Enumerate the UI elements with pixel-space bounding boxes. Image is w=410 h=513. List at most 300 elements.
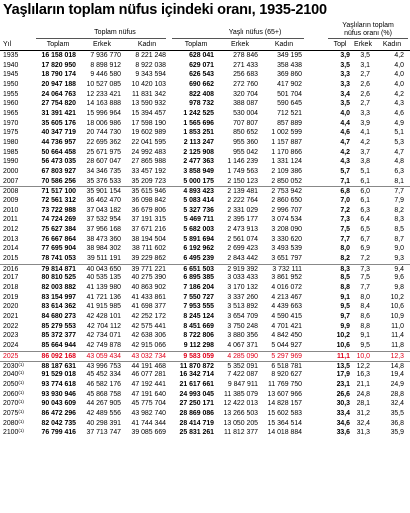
table-row bbox=[0, 90, 410, 100]
ratio-female-cell: 4,2 bbox=[394, 90, 404, 98]
col-header-male: Erkek bbox=[93, 41, 111, 48]
ratio-female-cell: 32,4 bbox=[390, 400, 404, 408]
year-text: 2010 bbox=[3, 206, 19, 214]
elderly-male-cell: 11 385 079 bbox=[224, 390, 258, 398]
year-cell bbox=[3, 399, 33, 409]
total-population-cell: 79 814 871 bbox=[41, 265, 76, 273]
year-text: 2075 bbox=[3, 409, 19, 417]
elderly-male-cell: 5 352 091 bbox=[227, 362, 258, 370]
elderly-total-cell: 1 565 696 bbox=[183, 119, 214, 127]
year-text: 1945 bbox=[3, 71, 19, 79]
projection-footnote-mark: (1) bbox=[18, 399, 24, 405]
female-population-cell: 36 098 842 bbox=[131, 197, 166, 205]
elderly-female-cell: 11 769 750 bbox=[268, 380, 302, 388]
ratio-male-cell: 10,0 bbox=[356, 352, 370, 360]
ratio-female-cell: 4,3 bbox=[394, 100, 404, 108]
year-cell bbox=[3, 177, 33, 187]
total-population-cell: 67 803 927 bbox=[41, 168, 76, 176]
table-row bbox=[0, 428, 410, 438]
ratio-male-cell: 6,1 bbox=[360, 197, 370, 205]
total-population-cell: 74 724 269 bbox=[41, 216, 76, 224]
female-population-cell: 17 598 190 bbox=[131, 119, 166, 127]
elderly-total-cell: 9 112 298 bbox=[183, 342, 214, 350]
year-text: 2015 bbox=[3, 255, 19, 263]
elderly-male-cell: 256 683 bbox=[233, 71, 258, 79]
elderly-female-cell: 2 860 650 bbox=[271, 197, 302, 205]
ratio-female-cell: 9,0 bbox=[394, 245, 404, 253]
year-cell bbox=[3, 148, 33, 158]
year-text: 1955 bbox=[3, 90, 19, 98]
table-row bbox=[0, 312, 410, 322]
table-row bbox=[0, 225, 410, 235]
elderly-total-cell: 6 895 385 bbox=[183, 274, 214, 282]
table-row bbox=[0, 390, 410, 400]
elderly-male-cell: 271 433 bbox=[233, 61, 258, 69]
table-row bbox=[0, 128, 410, 138]
table-row bbox=[0, 186, 410, 196]
header-divider-total bbox=[36, 38, 166, 39]
table-row bbox=[0, 322, 410, 332]
elderly-female-cell: 358 438 bbox=[277, 61, 302, 69]
year-cell bbox=[3, 70, 33, 80]
female-population-cell: 10 420 103 bbox=[131, 81, 166, 89]
elderly-total-cell: 7 953 555 bbox=[183, 303, 214, 311]
female-population-cell: 19 602 989 bbox=[131, 129, 166, 137]
elderly-male-cell: 11 812 377 bbox=[224, 429, 258, 437]
table-row bbox=[0, 264, 410, 274]
ratio-total-cell: 9,5 bbox=[340, 303, 350, 311]
page-title: Yaşlıların toplam nüfus içindeki oranı, 1935-2100 bbox=[3, 2, 327, 18]
elderly-total-cell: 3 858 949 bbox=[183, 168, 214, 176]
total-population-cell: 90 043 609 bbox=[41, 400, 76, 408]
ratio-female-cell: 12,3 bbox=[390, 352, 404, 360]
ratio-male-cell: 3,3 bbox=[360, 110, 370, 118]
elderly-male-cell: 3 033 433 bbox=[227, 274, 258, 282]
year-cell bbox=[3, 390, 33, 400]
male-population-cell: 34 346 735 bbox=[86, 168, 121, 176]
male-population-cell: 35 376 533 bbox=[86, 177, 121, 185]
year-text: 2070 bbox=[3, 400, 19, 408]
ratio-female-cell: 35,5 bbox=[390, 409, 404, 417]
total-population-cell: 40 347 719 bbox=[41, 129, 76, 137]
elderly-female-cell: 857 889 bbox=[277, 119, 302, 127]
elderly-female-cell: 5 044 927 bbox=[271, 342, 302, 350]
table-row bbox=[0, 206, 410, 216]
year-text: 1965 bbox=[3, 110, 19, 118]
elderly-total-cell: 690 662 bbox=[189, 81, 214, 89]
year-text: 1950 bbox=[3, 81, 19, 89]
projection-footnote-mark: (1) bbox=[18, 370, 24, 376]
elderly-female-cell: 712 521 bbox=[277, 110, 302, 118]
elderly-total-cell: 28 414 719 bbox=[179, 419, 214, 427]
female-population-cell: 41 433 861 bbox=[131, 293, 166, 301]
female-population-cell: 35 209 723 bbox=[131, 177, 166, 185]
total-population-cell: 86 092 168 bbox=[41, 352, 76, 360]
table-row bbox=[0, 380, 410, 390]
ratio-male-cell: 7,3 bbox=[360, 265, 370, 273]
group-header-elderly-population: Yaşlı nüfus (65+) bbox=[228, 29, 282, 36]
elderly-female-cell: 3 208 090 bbox=[271, 226, 302, 234]
total-population-cell: 20 947 188 bbox=[41, 81, 76, 89]
ratio-male-cell: 9,5 bbox=[360, 342, 370, 350]
table-row bbox=[0, 80, 410, 90]
year-text: 2014 bbox=[3, 245, 19, 253]
male-population-cell: 40 298 391 bbox=[86, 419, 121, 427]
year-cell bbox=[3, 370, 33, 380]
elderly-total-cell: 8 451 669 bbox=[183, 322, 214, 330]
elderly-male-cell: 320 704 bbox=[233, 90, 258, 98]
male-population-cell: 43 996 753 bbox=[86, 362, 121, 370]
ratio-male-cell: 3,7 bbox=[360, 148, 370, 156]
female-population-cell: 39 085 669 bbox=[131, 429, 166, 437]
table-row bbox=[0, 419, 410, 429]
ratio-female-cell: 4,6 bbox=[394, 110, 404, 118]
ratio-male-cell: 32,4 bbox=[356, 419, 370, 427]
table-row bbox=[0, 293, 410, 303]
ratio-female-cell: 9,8 bbox=[394, 284, 404, 292]
elderly-female-cell: 2 109 386 bbox=[271, 168, 302, 176]
elderly-total-cell: 2 113 247 bbox=[183, 139, 214, 147]
year-cell bbox=[3, 244, 33, 254]
ratio-female-cell: 8,5 bbox=[394, 226, 404, 234]
female-population-cell: 42 252 172 bbox=[131, 313, 166, 321]
elderly-male-cell: 3 513 892 bbox=[227, 303, 258, 311]
ratio-male-cell: 2,6 bbox=[360, 81, 370, 89]
ratio-female-cell: 9,4 bbox=[394, 265, 404, 273]
male-population-cell: 45 452 334 bbox=[86, 371, 121, 379]
elderly-male-cell: 3 170 132 bbox=[227, 284, 258, 292]
total-population-cell: 17 820 950 bbox=[41, 61, 76, 69]
header-divider-ratio bbox=[328, 38, 408, 39]
ratio-total-cell: 6,8 bbox=[340, 188, 350, 196]
elderly-male-cell: 3 654 709 bbox=[227, 313, 258, 321]
year-cell bbox=[3, 273, 33, 283]
ratio-female-cell: 8,1 bbox=[394, 177, 404, 185]
year-text: 1990 bbox=[3, 158, 19, 166]
ratio-female-cell: 7,9 bbox=[394, 197, 404, 205]
elderly-female-cell: 3 861 952 bbox=[271, 274, 302, 282]
col-header-ratio-total: Topl bbox=[333, 41, 347, 48]
ratio-female-cell: 4,7 bbox=[394, 148, 404, 156]
ratio-male-cell: 21,1 bbox=[356, 380, 370, 388]
ratio-total-cell: 4,3 bbox=[340, 158, 350, 166]
col-header-year: Yıl bbox=[3, 41, 12, 48]
year-cell bbox=[3, 80, 33, 90]
elderly-total-cell: 6 192 962 bbox=[183, 245, 214, 253]
year-cell bbox=[3, 254, 33, 264]
ratio-male-cell: 4,1 bbox=[360, 129, 370, 137]
ratio-male-cell: 12,2 bbox=[356, 362, 370, 370]
male-population-cell: 28 607 047 bbox=[86, 158, 121, 166]
male-population-cell: 39 511 191 bbox=[87, 255, 121, 263]
year-text: 2030 bbox=[3, 362, 19, 370]
male-population-cell: 42 704 112 bbox=[87, 322, 121, 330]
table-row bbox=[0, 61, 410, 71]
total-population-cell: 78 741 053 bbox=[41, 255, 76, 263]
col-header-elderly-total: Toplam bbox=[184, 41, 208, 48]
elderly-total-cell: 8 245 124 bbox=[183, 313, 214, 321]
year-text: 2023 bbox=[3, 332, 19, 340]
total-population-cell: 88 187 631 bbox=[41, 362, 76, 370]
projection-footnote-mark: (1) bbox=[18, 418, 24, 424]
year-cell bbox=[3, 119, 33, 129]
year-cell bbox=[3, 167, 33, 177]
ratio-male-cell: 6,9 bbox=[360, 245, 370, 253]
elderly-total-cell: 628 041 bbox=[189, 52, 214, 59]
table-row bbox=[0, 148, 410, 158]
table-row bbox=[0, 409, 410, 419]
elderly-total-cell: 25 831 261 bbox=[179, 429, 214, 437]
male-population-cell: 42 749 878 bbox=[86, 342, 121, 350]
table-row bbox=[0, 177, 410, 187]
ratio-total-cell: 13,5 bbox=[336, 362, 350, 370]
elderly-total-cell: 6 651 503 bbox=[183, 265, 214, 273]
elderly-female-cell: 4 590 415 bbox=[271, 313, 302, 321]
total-population-cell: 91 529 018 bbox=[41, 371, 76, 379]
year-cell bbox=[3, 196, 33, 206]
elderly-female-cell: 6 518 781 bbox=[271, 362, 302, 370]
elderly-male-cell: 955 360 bbox=[233, 139, 258, 147]
ratio-total-cell: 30,3 bbox=[336, 400, 350, 408]
elderly-female-cell: 4 701 421 bbox=[271, 322, 302, 330]
elderly-male-cell: 2 919 392 bbox=[227, 265, 258, 273]
year-text: 2100 bbox=[3, 429, 19, 437]
ratio-total-cell: 7,3 bbox=[340, 216, 350, 224]
table-row bbox=[0, 235, 410, 245]
ratio-male-cell: 31,3 bbox=[356, 429, 370, 437]
ratio-total-cell: 4,2 bbox=[340, 148, 350, 156]
male-population-cell: 12 233 421 bbox=[86, 90, 121, 98]
table-row bbox=[0, 341, 410, 351]
ratio-male-cell: 4,2 bbox=[360, 139, 370, 147]
total-population-cell: 31 391 421 bbox=[41, 110, 76, 118]
elderly-female-cell: 8 920 627 bbox=[271, 371, 302, 379]
elderly-male-cell: 2 150 123 bbox=[227, 177, 258, 185]
elderly-male-cell: 2 331 029 bbox=[227, 206, 258, 214]
elderly-total-cell: 28 869 086 bbox=[179, 409, 214, 417]
ratio-female-cell: 10,2 bbox=[390, 293, 404, 301]
elderly-male-cell: 2 699 423 bbox=[227, 245, 258, 253]
col-header-elderly-male: Erkek bbox=[231, 41, 249, 48]
ratio-female-cell: 5,3 bbox=[394, 139, 404, 147]
year-text: 2024 bbox=[3, 342, 19, 350]
male-population-cell: 43 059 434 bbox=[86, 352, 121, 360]
ratio-male-cell: 16,3 bbox=[356, 371, 370, 379]
female-population-cell: 40 863 902 bbox=[131, 284, 166, 292]
female-population-cell: 27 865 988 bbox=[131, 158, 166, 166]
year-text: 2021 bbox=[3, 313, 19, 321]
male-population-cell: 40 043 650 bbox=[86, 265, 121, 273]
total-population-cell: 85 279 553 bbox=[41, 322, 76, 330]
ratio-total-cell: 33,6 bbox=[336, 429, 350, 437]
male-population-cell: 10 527 085 bbox=[86, 81, 121, 89]
ratio-male-cell: 3,1 bbox=[360, 61, 370, 69]
ratio-female-cell: 4,0 bbox=[394, 61, 404, 69]
ratio-male-cell: 31,2 bbox=[356, 409, 370, 417]
female-population-cell: 41 698 377 bbox=[131, 303, 166, 311]
total-population-cell: 85 372 377 bbox=[41, 332, 76, 340]
year-cell bbox=[3, 235, 33, 245]
year-text: 1940 bbox=[3, 61, 19, 69]
female-population-cell: 38 194 504 bbox=[131, 235, 166, 243]
total-population-cell: 24 064 763 bbox=[41, 90, 76, 98]
ratio-total-cell: 8,0 bbox=[340, 245, 350, 253]
group-header-total-population: Toplam nüfus bbox=[94, 29, 136, 36]
male-population-cell: 41 721 136 bbox=[86, 293, 121, 301]
elderly-female-cell: 14 018 884 bbox=[267, 429, 302, 437]
female-population-cell: 15 394 457 bbox=[131, 110, 166, 118]
ratio-male-cell: 6,7 bbox=[360, 235, 370, 243]
total-population-cell: 27 754 820 bbox=[41, 100, 76, 108]
elderly-total-cell: 978 732 bbox=[189, 100, 214, 108]
year-text: 2025 bbox=[3, 352, 19, 360]
year-cell bbox=[3, 225, 33, 235]
table-row bbox=[0, 254, 410, 264]
group-header-ratio-line2: nüfus oranı (%) bbox=[344, 30, 392, 37]
female-population-cell: 8 922 038 bbox=[135, 61, 166, 69]
table-row bbox=[0, 167, 410, 177]
elderly-total-cell: 7 550 727 bbox=[183, 293, 214, 301]
year-text: 2012 bbox=[3, 226, 19, 234]
female-population-cell: 47 191 640 bbox=[131, 390, 166, 398]
table-row bbox=[0, 331, 410, 341]
ratio-female-cell: 8,3 bbox=[394, 216, 404, 224]
female-population-cell: 39 771 221 bbox=[131, 265, 166, 273]
female-population-cell: 44 191 468 bbox=[131, 362, 166, 370]
year-text: 2050 bbox=[3, 380, 19, 388]
total-population-cell: 80 810 525 bbox=[41, 274, 76, 282]
elderly-male-cell: 2 843 442 bbox=[227, 255, 258, 263]
male-population-cell: 14 163 888 bbox=[86, 100, 121, 108]
male-population-cell: 42 489 556 bbox=[86, 409, 121, 417]
total-population-cell: 35 605 176 bbox=[41, 119, 76, 127]
year-text: 1960 bbox=[3, 100, 19, 108]
ratio-total-cell: 7,0 bbox=[340, 197, 350, 205]
male-population-cell: 7 936 770 bbox=[90, 52, 121, 59]
male-population-cell: 44 267 905 bbox=[86, 400, 121, 408]
year-cell bbox=[3, 157, 33, 167]
elderly-female-cell: 15 602 583 bbox=[267, 409, 302, 417]
female-population-cell: 37 671 216 bbox=[131, 226, 166, 234]
elderly-total-cell: 626 543 bbox=[189, 71, 214, 79]
total-population-cell: 18 790 174 bbox=[41, 71, 76, 79]
year-text: 2013 bbox=[3, 235, 19, 243]
male-population-cell: 46 582 176 bbox=[86, 380, 121, 388]
ratio-female-cell: 11,0 bbox=[391, 322, 404, 330]
elderly-female-cell: 1 331 124 bbox=[271, 158, 302, 166]
projection-footnote-mark: (1) bbox=[18, 408, 24, 414]
total-population-cell: 70 586 256 bbox=[41, 177, 76, 185]
ratio-female-cell: 11,4 bbox=[391, 332, 404, 340]
year-cell bbox=[3, 215, 33, 225]
total-population-cell: 56 473 035 bbox=[41, 158, 76, 166]
projection-footnote-mark: (1) bbox=[18, 379, 24, 385]
ratio-total-cell: 3,4 bbox=[340, 90, 350, 98]
year-cell bbox=[3, 109, 33, 119]
year-text: 2007 bbox=[3, 177, 19, 185]
male-population-cell: 22 695 362 bbox=[86, 139, 121, 147]
year-cell bbox=[3, 312, 33, 322]
ratio-male-cell: 24,8 bbox=[356, 390, 370, 398]
elderly-male-cell: 4 067 371 bbox=[227, 342, 258, 350]
female-population-cell: 8 221 248 bbox=[135, 52, 166, 59]
elderly-total-cell: 5 327 736 bbox=[183, 206, 214, 214]
year-cell bbox=[3, 419, 33, 429]
header-divider-elderly bbox=[172, 38, 304, 39]
male-population-cell: 37 713 747 bbox=[86, 429, 121, 437]
year-text: 2008 bbox=[3, 188, 19, 196]
ratio-male-cell: 2,7 bbox=[360, 71, 370, 79]
year-cell bbox=[3, 293, 33, 303]
female-population-cell: 24 992 483 bbox=[131, 148, 166, 156]
ratio-female-cell: 6,3 bbox=[394, 168, 404, 176]
female-population-cell: 36 679 806 bbox=[131, 206, 166, 214]
elderly-female-cell: 3 732 111 bbox=[272, 265, 302, 273]
elderly-female-cell: 417 902 bbox=[277, 81, 302, 89]
ratio-total-cell: 8,8 bbox=[340, 284, 350, 292]
ratio-total-cell: 3,3 bbox=[340, 71, 350, 79]
male-population-cell: 40 535 135 bbox=[86, 274, 121, 282]
ratio-male-cell: 8,6 bbox=[360, 313, 370, 321]
col-header-total: Toplam bbox=[46, 41, 70, 48]
ratio-male-cell: 9,1 bbox=[360, 332, 370, 340]
male-population-cell: 38 473 360 bbox=[86, 235, 121, 243]
total-population-cell: 82 003 882 bbox=[41, 284, 76, 292]
year-text: 2019 bbox=[3, 293, 19, 301]
table-row bbox=[0, 99, 410, 109]
elderly-female-cell: 4 016 072 bbox=[271, 284, 302, 292]
elderly-male-cell: 3 750 248 bbox=[227, 322, 258, 330]
female-population-cell: 41 744 344 bbox=[131, 419, 166, 427]
male-population-cell: 37 043 182 bbox=[86, 206, 121, 214]
year-cell bbox=[3, 428, 33, 438]
total-population-cell: 16 158 018 bbox=[41, 52, 76, 59]
table-row bbox=[0, 283, 410, 293]
year-cell bbox=[3, 322, 33, 332]
ratio-total-cell: 9,9 bbox=[340, 322, 350, 330]
year-cell bbox=[3, 99, 33, 109]
elderly-female-cell: 349 195 bbox=[277, 52, 302, 59]
elderly-female-cell: 1 002 599 bbox=[271, 129, 302, 137]
ratio-male-cell: 28,1 bbox=[356, 400, 370, 408]
elderly-total-cell: 2 477 363 bbox=[183, 158, 214, 166]
elderly-female-cell: 2 996 707 bbox=[271, 206, 302, 214]
ratio-female-cell: 9,3 bbox=[394, 255, 404, 263]
ratio-male-cell: 6,3 bbox=[360, 206, 370, 214]
ratio-male-cell: 6,1 bbox=[360, 177, 370, 185]
ratio-total-cell: 7,7 bbox=[340, 235, 350, 243]
total-population-cell: 73 722 988 bbox=[41, 206, 76, 214]
ratio-male-cell: 6,0 bbox=[360, 188, 370, 196]
total-population-cell: 82 042 735 bbox=[41, 419, 76, 427]
table-row bbox=[0, 302, 410, 312]
year-cell bbox=[3, 61, 33, 71]
ratio-total-cell: 34,6 bbox=[336, 419, 350, 427]
female-population-cell: 42 575 441 bbox=[131, 322, 166, 330]
female-population-cell: 37 191 315 bbox=[131, 216, 166, 224]
col-header-elderly-female: Kadın bbox=[274, 41, 294, 48]
ratio-female-cell: 4,8 bbox=[394, 158, 404, 166]
year-text: 2009 bbox=[3, 197, 19, 205]
table-row bbox=[0, 138, 410, 148]
male-population-cell: 15 996 964 bbox=[86, 110, 121, 118]
elderly-female-cell: 590 645 bbox=[277, 100, 302, 108]
elderly-total-cell: 1 853 251 bbox=[183, 129, 214, 137]
ratio-male-cell: 8,8 bbox=[360, 322, 370, 330]
male-population-cell: 9 446 580 bbox=[90, 71, 121, 79]
table-row bbox=[0, 119, 410, 129]
elderly-female-cell: 501 704 bbox=[277, 90, 302, 98]
